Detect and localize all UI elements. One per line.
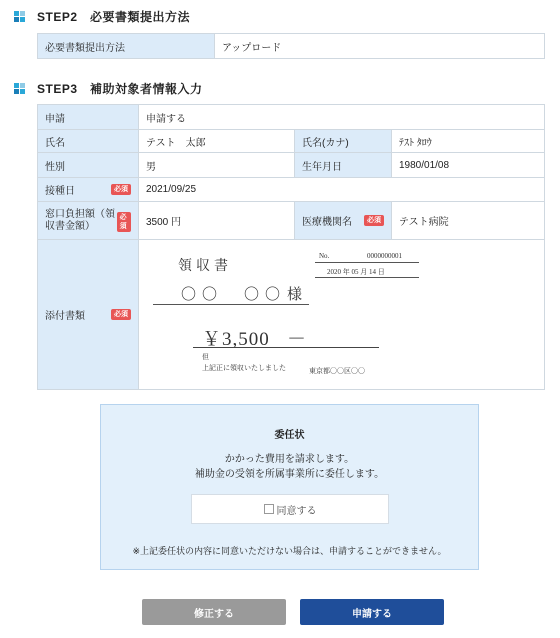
receipt-amount-suffix: － bbox=[287, 329, 307, 350]
table-row bbox=[38, 178, 545, 202]
consent-title: 委任状 bbox=[274, 430, 305, 441]
payment-label-cell bbox=[38, 202, 139, 240]
receipt-image bbox=[145, 240, 429, 380]
table-row bbox=[38, 34, 545, 59]
receipt-amount: ￥3,500 bbox=[202, 329, 270, 350]
receipt-addressee: 〇〇 〇〇 bbox=[181, 287, 287, 303]
required-badge: 必須 bbox=[111, 309, 131, 320]
agree-label: 同意する bbox=[276, 505, 317, 517]
table-row bbox=[38, 202, 545, 240]
submit-button[interactable]: 申請する bbox=[300, 599, 444, 625]
application-value: 申請する bbox=[139, 105, 545, 130]
kana-label: 氏名(カナ) bbox=[295, 130, 392, 153]
required-badge: 必須 bbox=[117, 212, 131, 232]
kana-value: ﾃｽﾄ ﾀﾛｳ bbox=[392, 130, 545, 153]
name-value: テスト 太郎 bbox=[139, 130, 295, 153]
table-row bbox=[38, 130, 545, 153]
receipt-title: 領収書 bbox=[178, 259, 232, 274]
gender-value: 男 bbox=[139, 153, 295, 178]
receipt-no-value: 0000000001 bbox=[367, 252, 402, 260]
payment-value: 3500 円 bbox=[139, 202, 295, 240]
receipt-issuer: 東京都〇〇区〇〇 bbox=[309, 367, 365, 375]
divider bbox=[153, 304, 309, 305]
hospital-label: 医療機関名 bbox=[302, 217, 352, 228]
required-badge: 必須 bbox=[111, 184, 131, 195]
vaccination-date-label: 接種日 bbox=[45, 186, 75, 197]
divider bbox=[315, 277, 419, 278]
step2-table bbox=[37, 33, 545, 59]
divider bbox=[193, 347, 379, 348]
step3-heading bbox=[14, 80, 203, 97]
receipt-honorific: 様 bbox=[287, 287, 303, 303]
receipt-note: 上記正に領収いたしました bbox=[202, 364, 286, 372]
application-label: 申請 bbox=[38, 105, 139, 130]
attachment-label-cell bbox=[38, 240, 139, 390]
edit-button[interactable]: 修正する bbox=[142, 599, 286, 625]
consent-body-line2: 補助金の受領を所属事業所に委任します。 bbox=[194, 469, 385, 480]
agree-checkbox[interactable] bbox=[264, 504, 274, 514]
step2-heading bbox=[14, 8, 190, 25]
required-badge: 必須 bbox=[364, 215, 384, 226]
step2-title: STEP2 必要書類提出方法 bbox=[37, 10, 191, 24]
grid-icon bbox=[14, 83, 25, 94]
vaccination-date-label-cell bbox=[38, 178, 139, 202]
receipt-no-label: No. bbox=[319, 252, 330, 260]
attachment-label: 添付書類 bbox=[45, 311, 85, 322]
consent-panel bbox=[100, 404, 479, 570]
gender-label: 性別 bbox=[38, 153, 139, 178]
hospital-label-cell bbox=[295, 202, 392, 240]
step3-title: STEP3 補助対象者情報入力 bbox=[37, 82, 203, 96]
vaccination-date-value: 2021/09/25 bbox=[139, 178, 545, 202]
payment-label: 窓口負担額（領収書金額） bbox=[45, 208, 115, 232]
divider bbox=[315, 262, 419, 263]
birthdate-value: 1980/01/08 bbox=[392, 153, 545, 178]
consent-note: ※上記委任状の内容に同意いただけない場合は、申請することができません。 bbox=[132, 546, 447, 556]
consent-body-line1: かかった費用を請求します。 bbox=[224, 454, 355, 465]
submission-method-label: 必要書類提出方法 bbox=[38, 34, 215, 59]
grid-icon bbox=[14, 11, 25, 22]
table-row bbox=[38, 105, 545, 130]
agree-checkbox-row[interactable] bbox=[191, 494, 389, 524]
receipt-tadashi: 但 bbox=[202, 353, 209, 361]
hospital-value: テスト病院 bbox=[392, 202, 545, 240]
birthdate-label: 生年月日 bbox=[295, 153, 392, 178]
submission-method-value: アップロード bbox=[215, 34, 545, 59]
table-row bbox=[38, 153, 545, 178]
receipt-date: 2020 年 05 月 14 日 bbox=[327, 268, 385, 276]
name-label: 氏名 bbox=[38, 130, 139, 153]
